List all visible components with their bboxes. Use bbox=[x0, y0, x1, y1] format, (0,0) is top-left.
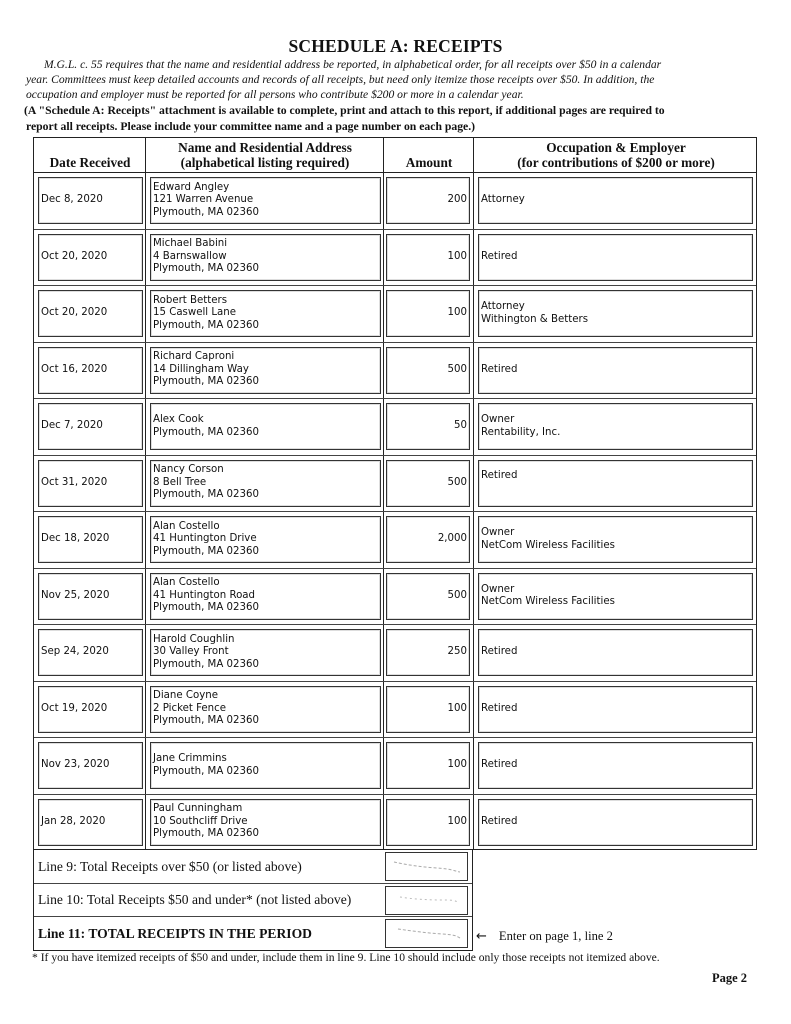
table-row bbox=[34, 512, 756, 569]
line-10-input[interactable] bbox=[385, 886, 468, 915]
contributor-name: Richard Caproni bbox=[153, 351, 235, 363]
instructions-line-2: year. Committees must keep detailed accounts and records of all receipts, but need only itemize those receipts over $50. In addition, the bbox=[26, 73, 655, 86]
date-field[interactable] bbox=[38, 177, 143, 224]
line-9-input[interactable] bbox=[385, 852, 468, 881]
amount-value: 100 bbox=[447, 702, 467, 714]
line-10-row bbox=[34, 884, 472, 918]
date-value: Jan 28, 2020 bbox=[41, 815, 106, 827]
line-10-label: Line 10: Total Receipts $50 and under* (not listed above) bbox=[38, 892, 352, 907]
date-field[interactable] bbox=[38, 347, 143, 394]
table-row bbox=[34, 625, 756, 682]
line-11-row bbox=[34, 917, 472, 951]
table-row bbox=[34, 456, 756, 513]
city-state-zip: Plymouth, MA 02360 bbox=[153, 319, 259, 331]
street-address: 41 Huntington Road bbox=[153, 589, 256, 601]
line-11-instruction-text: Enter on page 1, line 2 bbox=[498, 929, 613, 943]
date-field[interactable] bbox=[38, 460, 143, 507]
column-header-name bbox=[146, 138, 384, 172]
instructions-text bbox=[26, 57, 766, 102]
line-9-row bbox=[34, 850, 472, 884]
amount-value: 500 bbox=[447, 476, 467, 488]
receipts-table-header bbox=[34, 138, 756, 173]
receipts-table bbox=[33, 137, 757, 850]
amount-value: 100 bbox=[447, 759, 467, 771]
contributor-name: Jane Crimmins bbox=[153, 753, 227, 764]
street-address: 10 Southcliff Drive bbox=[153, 815, 248, 827]
date-field[interactable] bbox=[38, 742, 143, 789]
occupation: Attorney bbox=[481, 194, 525, 206]
date-field[interactable] bbox=[38, 234, 143, 281]
date-value: Oct 16, 2020 bbox=[41, 363, 108, 375]
street-address: 121 Warren Avenue bbox=[153, 194, 254, 206]
table-row bbox=[34, 286, 756, 343]
city-state-zip: Plymouth, MA 02360 bbox=[153, 715, 259, 727]
attachment-note-line-1: (A "Schedule A: Receipts" attachment is available to complete, print and attach to this report, if additional pages are required to bbox=[24, 104, 665, 117]
column-header-date bbox=[34, 138, 146, 172]
amount-field[interactable] bbox=[386, 799, 470, 846]
amount-field[interactable] bbox=[386, 460, 470, 507]
street-address: 30 Valley Front bbox=[153, 646, 229, 658]
date-value: Nov 25, 2020 bbox=[41, 589, 110, 601]
occupation-employer-field[interactable] bbox=[478, 573, 753, 620]
date-field[interactable] bbox=[38, 516, 143, 563]
table-row bbox=[34, 343, 756, 400]
amount-value: 100 bbox=[447, 307, 467, 319]
contributor-name: Alan Costello bbox=[153, 577, 220, 589]
column-header-name-line1: Name and Residential Address bbox=[178, 140, 352, 155]
city-state-zip: Plymouth, MA 02360 bbox=[153, 658, 259, 670]
employer: NetCom Wireless Facilities bbox=[481, 596, 615, 607]
amount-field[interactable] bbox=[386, 742, 470, 789]
column-header-occupation-line1: Occupation & Employer bbox=[546, 140, 686, 155]
occupation: Owner bbox=[481, 583, 515, 595]
city-state-zip: Plymouth, MA 02360 bbox=[153, 206, 259, 218]
amount-field[interactable] bbox=[386, 347, 470, 394]
contributor-name: Nancy Corson bbox=[153, 464, 224, 476]
column-header-name-line2: (alphabetical listing required) bbox=[180, 155, 350, 170]
date-value: Sep 24, 2020 bbox=[41, 646, 109, 658]
street-address: 2 Picket Fence bbox=[153, 702, 227, 714]
name-address-field[interactable] bbox=[150, 177, 381, 224]
column-header-occupation-line2: (for contributions of $200 or more) bbox=[517, 155, 715, 170]
column-header-date-label: Date Received bbox=[49, 155, 131, 170]
occupation: Owner bbox=[481, 414, 515, 425]
receipts-table-body bbox=[34, 173, 756, 851]
contributor-name: Harold Coughlin bbox=[153, 633, 235, 645]
city-state-zip: Plymouth, MA 02360 bbox=[153, 376, 259, 388]
city-state-zip: Plymouth, MA 02360 bbox=[153, 263, 259, 275]
date-field[interactable] bbox=[38, 686, 143, 733]
occupation-employer-field[interactable] bbox=[478, 347, 753, 394]
contributor-name: Michael Babini bbox=[153, 238, 228, 250]
contributor-name: Paul Cunningham bbox=[153, 803, 243, 815]
occupation-employer-field[interactable] bbox=[478, 177, 753, 224]
table-row bbox=[34, 399, 756, 456]
date-value: Dec 7, 2020 bbox=[41, 420, 103, 432]
occupation-employer-field[interactable] bbox=[478, 686, 753, 733]
instructions-line-3: occupation and employer must be reported for all persons who contribute $200 or more in a calendar year. bbox=[26, 88, 524, 101]
city-state-zip: Plymouth, MA 02360 bbox=[153, 426, 259, 438]
pen-mark-icon bbox=[392, 893, 462, 907]
occupation-employer-field[interactable] bbox=[478, 799, 753, 846]
street-address: 15 Caswell Lane bbox=[153, 307, 237, 319]
name-address-field[interactable] bbox=[150, 403, 381, 450]
city-state-zip: Plymouth, MA 02360 bbox=[153, 828, 259, 840]
date-field[interactable] bbox=[38, 290, 143, 337]
street-address: 4 Barnswallow bbox=[153, 250, 227, 262]
employer: Withington & Betters bbox=[481, 313, 588, 325]
name-address-field[interactable] bbox=[150, 460, 381, 507]
contributor-name: Alex Cook bbox=[153, 414, 204, 425]
occupation: Attorney bbox=[481, 301, 525, 312]
pen-mark-icon bbox=[392, 859, 462, 873]
instructions-line-1-text: M.G.L. c. 55 requires that the name and residential address be reported, in alphabetical order, for all receipts over $50 in a calendar bbox=[44, 58, 662, 71]
occupation-employer-field[interactable] bbox=[478, 403, 753, 450]
occupation: Retired bbox=[481, 646, 518, 658]
name-address-field[interactable] bbox=[150, 347, 381, 394]
occupation-employer-field[interactable] bbox=[478, 516, 753, 563]
line-11-input[interactable] bbox=[385, 919, 468, 948]
date-value: Dec 18, 2020 bbox=[41, 533, 110, 545]
name-address-field[interactable] bbox=[150, 573, 381, 620]
city-state-zip: Plymouth, MA 02360 bbox=[153, 765, 259, 777]
contributor-name: Edward Angley bbox=[153, 181, 230, 193]
instructions-line-1 bbox=[26, 57, 766, 72]
date-value: Nov 23, 2020 bbox=[41, 759, 110, 771]
page-number: Page 2 bbox=[712, 971, 748, 985]
name-address-field[interactable] bbox=[150, 799, 381, 846]
occupation: Owner bbox=[481, 527, 515, 538]
date-value: Oct 20, 2020 bbox=[41, 307, 108, 319]
date-value: Dec 8, 2020 bbox=[41, 194, 103, 206]
amount-value: 2,000 bbox=[437, 533, 467, 545]
occupation-employer-field[interactable] bbox=[478, 290, 753, 337]
amount-value: 50 bbox=[454, 420, 467, 432]
amount-value: 200 bbox=[447, 194, 467, 206]
name-address-field[interactable] bbox=[150, 686, 381, 733]
amount-field[interactable] bbox=[386, 686, 470, 733]
date-field[interactable] bbox=[38, 573, 143, 620]
date-value: Oct 31, 2020 bbox=[41, 476, 108, 488]
occupation-employer-field[interactable] bbox=[478, 460, 753, 507]
occupation: Retired bbox=[481, 469, 518, 481]
street-address: 41 Huntington Drive bbox=[153, 533, 257, 545]
amount-value: 500 bbox=[447, 589, 467, 601]
line-11-label: Line 11: TOTAL RECEIPTS IN THE PERIOD bbox=[38, 925, 312, 941]
amount-field[interactable] bbox=[386, 573, 470, 620]
table-row bbox=[34, 173, 756, 230]
amount-field[interactable] bbox=[386, 177, 470, 224]
street-address: 14 Dillingham Way bbox=[153, 363, 249, 375]
occupation: Retired bbox=[481, 702, 518, 714]
contributor-name: Robert Betters bbox=[153, 294, 228, 306]
date-field[interactable] bbox=[38, 799, 143, 846]
street-address: 8 Bell Tree bbox=[153, 476, 207, 488]
attachment-note bbox=[24, 103, 764, 135]
page-title: SCHEDULE A: RECEIPTS bbox=[288, 36, 503, 56]
city-state-zip: Plymouth, MA 02360 bbox=[153, 602, 259, 614]
amount-field[interactable] bbox=[386, 403, 470, 450]
employer: NetCom Wireless Facilities bbox=[481, 539, 615, 551]
contributor-name: Diane Coyne bbox=[153, 690, 218, 702]
city-state-zip: Plymouth, MA 02360 bbox=[153, 489, 259, 501]
table-row bbox=[34, 230, 756, 287]
occupation: Retired bbox=[481, 250, 518, 262]
date-field[interactable] bbox=[38, 403, 143, 450]
name-address-field[interactable] bbox=[150, 629, 381, 676]
contributor-name: Alan Costello bbox=[153, 520, 220, 532]
name-address-field[interactable] bbox=[150, 742, 381, 789]
occupation: Retired bbox=[481, 363, 518, 375]
date-value: Oct 19, 2020 bbox=[41, 702, 108, 714]
name-address-field[interactable] bbox=[150, 516, 381, 563]
totals-section bbox=[33, 850, 473, 951]
employer: Rentability, Inc. bbox=[481, 426, 561, 438]
table-row bbox=[34, 682, 756, 739]
name-address-field[interactable] bbox=[150, 290, 381, 337]
table-row bbox=[34, 795, 756, 852]
date-field[interactable] bbox=[38, 629, 143, 676]
occupation: Retired bbox=[481, 815, 518, 827]
amount-field[interactable] bbox=[386, 234, 470, 281]
column-header-occupation bbox=[474, 138, 758, 172]
column-header-amount bbox=[384, 138, 474, 172]
line-11-instruction bbox=[476, 929, 613, 944]
occupation-employer-field[interactable] bbox=[478, 629, 753, 676]
name-address-field[interactable] bbox=[150, 234, 381, 281]
table-row bbox=[34, 738, 756, 795]
left-arrow-icon: ← bbox=[476, 929, 487, 944]
amount-field[interactable] bbox=[386, 516, 470, 563]
occupation: Retired bbox=[481, 759, 518, 771]
column-header-amount-label: Amount bbox=[405, 155, 453, 170]
occupation-employer-field[interactable] bbox=[478, 234, 753, 281]
amount-value: 250 bbox=[447, 646, 467, 658]
amount-value: 100 bbox=[447, 815, 467, 827]
amount-value: 500 bbox=[447, 363, 467, 375]
footnote: * If you have itemized receipts of $50 and under, include them in line 9. Line 10 should include only those receipts not itemized above. bbox=[32, 951, 660, 964]
attachment-note-line-2: report all receipts. Please include your committee name and a page number on each page.) bbox=[26, 120, 476, 133]
table-row bbox=[34, 569, 756, 626]
amount-field[interactable] bbox=[386, 290, 470, 337]
date-value: Oct 20, 2020 bbox=[41, 250, 108, 262]
pen-mark-icon bbox=[392, 926, 462, 940]
line-9-label: Line 9: Total Receipts over $50 (or listed above) bbox=[38, 858, 302, 874]
amount-value: 100 bbox=[447, 250, 467, 262]
city-state-zip: Plymouth, MA 02360 bbox=[153, 545, 259, 557]
amount-field[interactable] bbox=[386, 629, 470, 676]
occupation-employer-field[interactable] bbox=[478, 742, 753, 789]
